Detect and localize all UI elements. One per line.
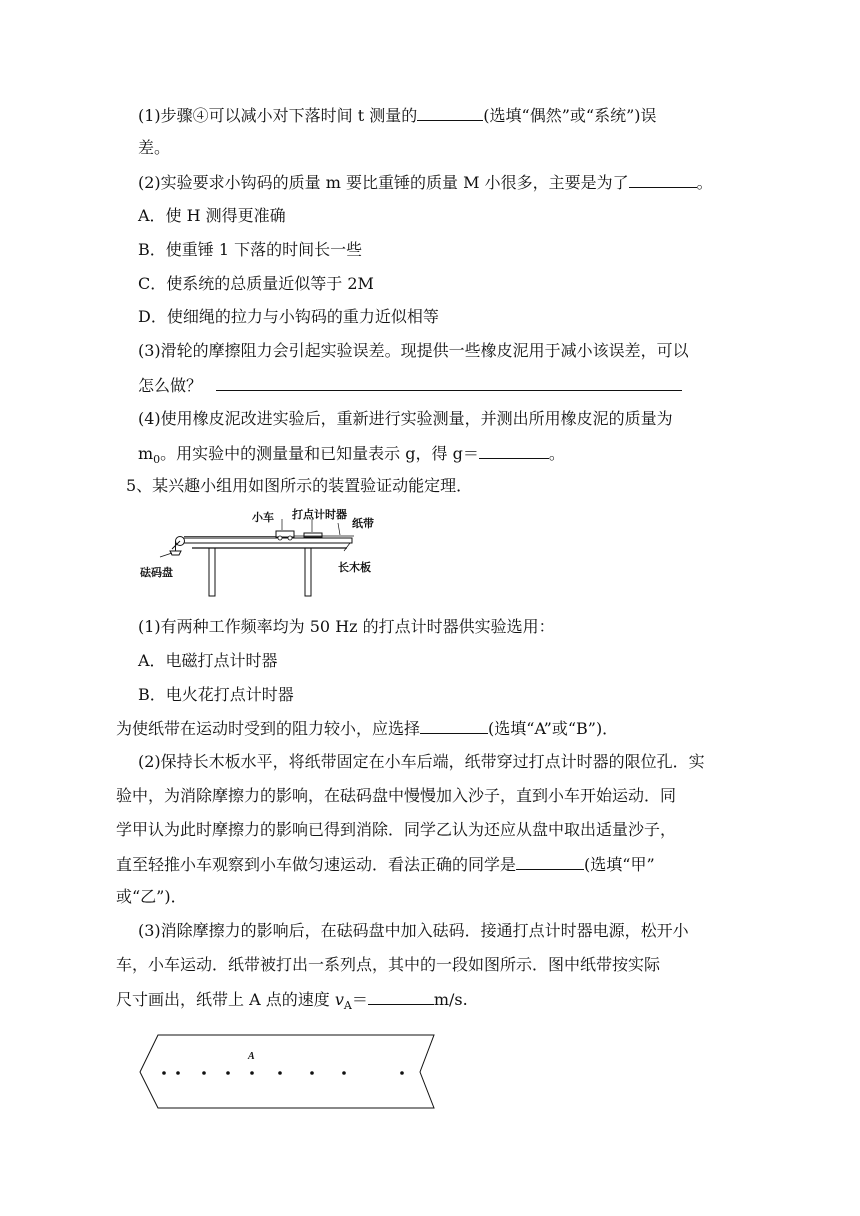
answer-blank[interactable] (417, 104, 483, 121)
tape-dot (400, 1071, 404, 1075)
q4-step2 (138, 171, 713, 194)
label-timer: 打点计时器 (292, 508, 347, 521)
velocity-symbol: v (334, 990, 344, 1009)
answer-blank[interactable] (420, 717, 488, 734)
q4-step4-line1: (4)使用橡皮泥改进实验后，重新进行实验测量，并测出所用橡皮泥的质量为 (138, 409, 673, 428)
q5-part2-question: 直至轻推小车观察到小车做匀速运动．看法正确的同学是 (116, 855, 517, 874)
label-tape: 纸带 (352, 517, 374, 530)
tape-dot-a (250, 1071, 254, 1075)
tape-outline (140, 1035, 434, 1108)
q4-step4-end: 。 (548, 444, 565, 463)
q5-part2-choice: (选填“甲” (584, 855, 655, 874)
mass-symbol: m (138, 444, 154, 463)
label-tray: 砝码盘 (140, 566, 173, 579)
equals-sign: ＝ (351, 990, 368, 1009)
q5-title: 5、某兴趣小组用如图所示的装置验证动能定理． (126, 476, 473, 495)
mass-subscript: 0 (153, 453, 161, 467)
tape-dot (226, 1071, 230, 1075)
unit-label: m/s. (433, 990, 468, 1009)
q4-step1-line2: 差。 (138, 138, 171, 157)
q5-part2-line5: 或“乙”)． (116, 887, 187, 906)
q5-part1-choice: (选填“A”或“B”)． (488, 719, 619, 738)
q5-part1-question-text: 为使纸带在运动时受到的阻力较小，应选择 (116, 719, 421, 738)
tape-dot (310, 1071, 314, 1075)
point-a-label: A (248, 1051, 255, 1062)
answer-blank[interactable] (479, 442, 549, 459)
q5-part2-line4 (116, 853, 655, 876)
label-cart: 小车 (252, 511, 274, 524)
table-leg-right (305, 548, 311, 596)
q5-option-b: B．电火花打点计时器 (138, 685, 294, 704)
q5-part2-line3: 学甲认为此时摩擦力的影响已得到消除．同学乙认为还应从盘中取出适量沙子， (116, 820, 677, 839)
label-board: 长木板 (338, 561, 371, 574)
q5-part3-line3 (116, 988, 468, 1017)
timer-icon (304, 533, 322, 537)
tape-dot (162, 1071, 166, 1075)
q5-part2-line2: 验中，为消除摩擦力的影响，在砝码盘中慢慢加入沙子，直到小车开始运动．同 (116, 786, 677, 805)
q5-part1-question (116, 717, 618, 740)
tape-dot (202, 1071, 206, 1075)
q4-option-a: A．使 H 测得更准确 (138, 206, 286, 225)
tape-dot (342, 1071, 346, 1075)
paper-tape-figure (136, 1032, 436, 1112)
q4-step2-end: 。 (696, 173, 713, 192)
tape-dot (176, 1071, 180, 1075)
q4-step4-text: 。用实验中的测量量和已知量表示 g，得 g＝ (160, 444, 479, 463)
answer-blank[interactable] (216, 374, 682, 391)
q4-step3-question: 怎么做？ (138, 376, 203, 395)
table-leg-left (209, 548, 215, 596)
q4-option-b: B．使重锤 1 下落的时间长一些 (138, 240, 363, 259)
q5-part3-line1: (3)消除摩擦力的影响后，在砝码盘中加入砝码．接通打点计时器电源，松开小 (138, 921, 689, 940)
q4-step1-line1 (138, 104, 657, 127)
q5-part2-line1: (2)保持长木板水平，将纸带固定在小车后端，纸带穿过打点计时器的限位孔．实 (138, 752, 705, 771)
q5-part3-line2: 车，小车运动．纸带被打出一系列点，其中的一段如图所示．图中纸带按实际 (116, 955, 661, 974)
q4-option-c: C．使系统的总质量近似等于 2M (138, 274, 374, 293)
q4-step2-text: (2)实验要求小钩码的质量 m 要比重锤的质量 M 小很多，主要是为了 (138, 173, 629, 192)
answer-blank[interactable] (368, 988, 434, 1005)
q4-step4-line2 (138, 442, 565, 471)
long-board (178, 538, 352, 543)
tape-dot (278, 1071, 282, 1075)
q4-option-d: D．使细绳的拉力与小钩码的重力近似相等 (138, 307, 439, 326)
q5-part3-question: 尺寸画出，纸带上 A 点的速度 (116, 990, 335, 1009)
q4-step1-choice: (选填“偶然”或“系统”)误 (483, 106, 657, 125)
q4-step3-line1: (3)滑轮的摩擦阻力会引起实验误差。现提供一些橡皮泥用于减小该误差，可以 (138, 341, 689, 360)
velocity-subscript: A (343, 999, 352, 1013)
answer-blank[interactable] (516, 853, 584, 870)
q5-part1: (1)有两种工作频率均为 50 Hz 的打点计时器供实验选用： (138, 617, 555, 636)
apparatus-figure (132, 505, 392, 597)
q4-step3-line2 (138, 374, 682, 397)
q5-option-a: A．电磁打点计时器 (138, 651, 278, 670)
answer-blank[interactable] (629, 171, 697, 188)
q4-step1-text: (1)步骤④可以减小对下落时间 t 测量的 (138, 106, 418, 125)
